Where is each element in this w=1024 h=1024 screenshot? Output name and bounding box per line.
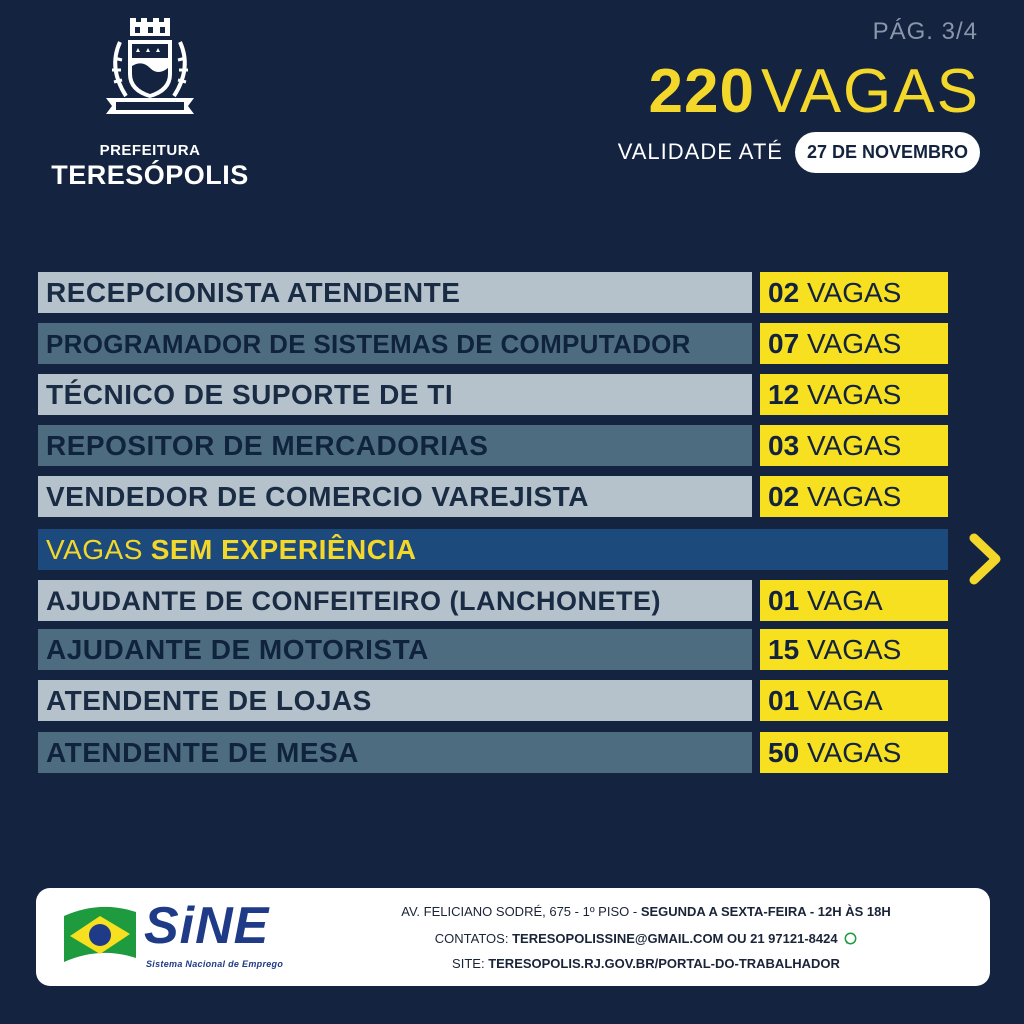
logo-line-prefeitura: PREFEITURA	[99, 142, 201, 159]
section-highlight: SEM EXPERIÊNCIA	[150, 534, 417, 565]
sine-flag-icon	[60, 898, 140, 970]
job-count-number: 07	[768, 328, 800, 359]
job-title: ATENDENTE DE MESA	[38, 732, 752, 773]
page-indicator: PÁG. 3/4	[872, 18, 978, 45]
job-row	[38, 580, 948, 621]
validity-label: VALIDADE ATÉ	[617, 139, 783, 164]
headline-word: VAGAS	[760, 57, 980, 126]
job-count-number: 01	[768, 685, 800, 716]
job-row	[38, 476, 948, 517]
job-title: ATENDENTE DE LOJAS	[38, 680, 752, 721]
job-count-unit: VAGAS	[806, 737, 902, 768]
headline	[648, 56, 981, 126]
job-count-unit: VAGAS	[806, 430, 902, 461]
job-title: VENDEDOR DE COMERCIO VAREJISTA	[38, 476, 752, 517]
job-vacancy-count	[760, 680, 948, 721]
sine-brand: SiNE	[144, 897, 270, 955]
site-label: SITE:	[452, 956, 485, 971]
headline-number: 220	[648, 57, 755, 126]
job-count-number: 02	[768, 481, 800, 512]
job-count-number: 12	[768, 379, 800, 410]
job-count-unit: VAGAS	[806, 634, 902, 665]
sine-brand-subtitle: Sistema Nacional de Emprego	[146, 959, 284, 969]
whatsapp-icon	[844, 932, 857, 945]
job-count-number: 02	[768, 277, 800, 308]
chevron-right-icon[interactable]	[966, 532, 1006, 586]
job-count-number: 01	[768, 585, 800, 616]
job-vacancy-count	[760, 272, 948, 313]
footer-address-line	[326, 904, 966, 919]
job-vacancy-count	[760, 374, 948, 415]
job-vacancy-count	[760, 323, 948, 364]
job-count-unit: VAGA	[806, 585, 883, 616]
section-prefix: VAGAS	[46, 534, 143, 565]
coat-of-arms-emblem	[98, 18, 202, 118]
footer-site-line	[326, 956, 966, 971]
job-title: TÉCNICO DE SUPORTE DE TI	[38, 374, 752, 415]
job-vacancy-count	[760, 580, 948, 621]
contacts-value[interactable]: TERESOPOLISSINE@GMAIL.COM OU 21 97121-8424	[512, 931, 838, 946]
job-vacancy-count	[760, 732, 948, 773]
logo-line-city: TERESÓPOLIS	[51, 160, 249, 190]
job-row	[38, 374, 948, 415]
job-count-number: 50	[768, 737, 800, 768]
job-row	[38, 629, 948, 670]
job-count-unit: VAGAS	[806, 379, 902, 410]
job-title: RECEPCIONISTA ATENDENTE	[38, 272, 752, 313]
job-vacancy-count	[760, 476, 948, 517]
job-count-number: 15	[768, 634, 800, 665]
job-count-unit: VAGAS	[806, 277, 902, 308]
job-vacancy-count	[760, 629, 948, 670]
validity-date-badge: 27 DE NOVEMBRO	[795, 132, 980, 173]
section-header-no-experience	[38, 529, 948, 570]
job-title: PROGRAMADOR DE SISTEMAS DE COMPUTADOR	[38, 323, 752, 364]
site-link[interactable]: TERESOPOLIS.RJ.GOV.BR/PORTAL-DO-TRABALHADOR	[488, 956, 840, 971]
job-count-unit: VAGAS	[806, 328, 902, 359]
job-vacancy-count	[760, 425, 948, 466]
job-row	[38, 732, 948, 773]
opening-hours: SEGUNDA A SEXTA-FEIRA - 12H ÀS 18H	[640, 904, 891, 919]
footer-contacts-line	[326, 931, 966, 946]
job-count-number: 03	[768, 430, 800, 461]
job-row	[38, 425, 948, 466]
contacts-label: CONTATOS:	[434, 931, 509, 946]
footer-card	[36, 888, 990, 986]
prefeitura-logo	[30, 18, 270, 190]
address-text: AV. FELICIANO SODRÉ, 675 - 1º PISO -	[401, 904, 638, 919]
job-title: AJUDANTE DE MOTORISTA	[38, 629, 752, 670]
validity	[618, 130, 980, 174]
job-title: REPOSITOR DE MERCADORIAS	[38, 425, 752, 466]
job-row	[38, 323, 948, 364]
job-row	[38, 680, 948, 721]
job-count-unit: VAGAS	[806, 481, 902, 512]
job-count-unit: VAGA	[806, 685, 883, 716]
job-title: AJUDANTE DE CONFEITEIRO (LANCHONETE)	[38, 580, 752, 621]
job-row	[38, 272, 948, 313]
